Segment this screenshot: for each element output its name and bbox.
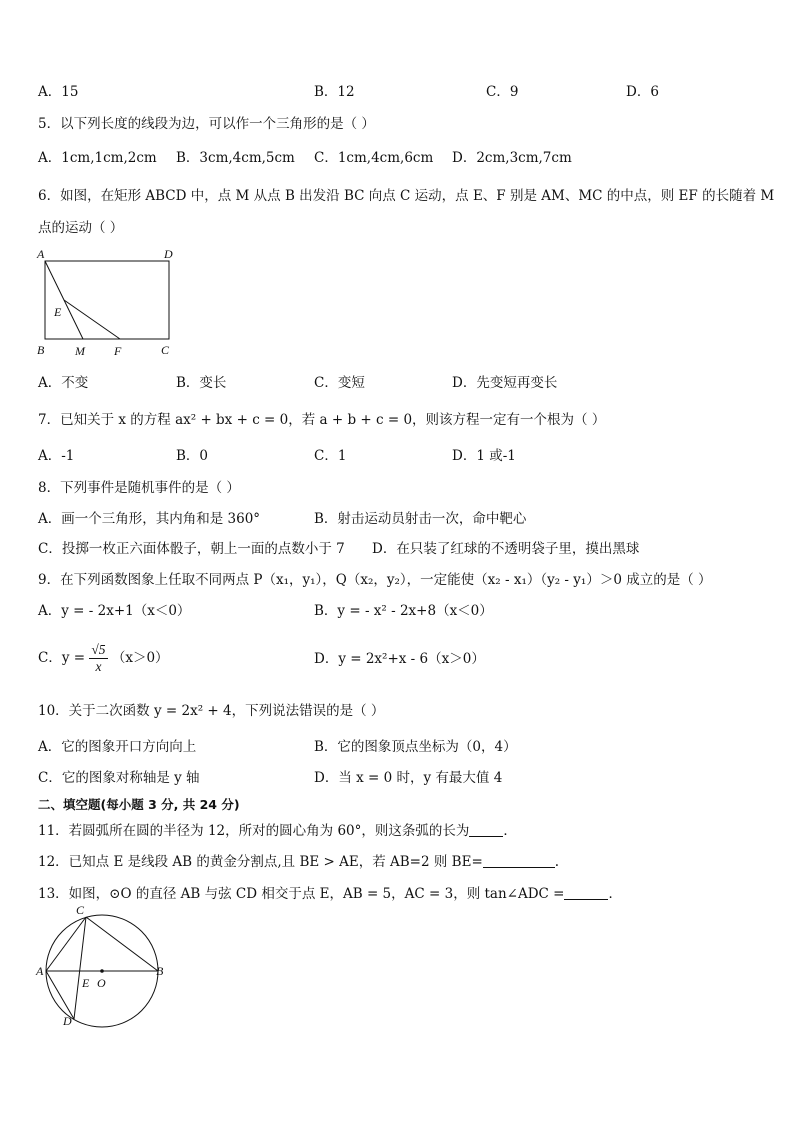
q9-stem: 9．在下列函数图象上任取不同两点 P（x₁，y₁），Q（x₂，y₂），一定能使（x₂ - x₁）（y₂ - y₁）＞0 成立的是（ ） — [38, 572, 712, 588]
q10-option-c: C．它的图象对称轴是 y 轴 — [38, 770, 200, 786]
q4-option-b: B．12 — [314, 84, 355, 100]
q4-option-d: D．6 — [626, 84, 659, 100]
label-o: O — [97, 976, 106, 990]
q13-end: ． — [608, 886, 622, 902]
q13-answer-blank[interactable] — [564, 885, 608, 900]
label-e: E — [54, 305, 62, 319]
q11-line — [38, 822, 517, 840]
q5-option-d: D．2cm,3cm,7cm — [452, 150, 572, 166]
q10-stem: 10．关于二次函数 y = 2x² + 4，下列说法错误的是（ ） — [38, 703, 385, 719]
q8-option-a: A．画一个三角形，其内角和是 360° — [38, 511, 261, 527]
q4-option-a: A．15 — [38, 84, 79, 100]
q7-stem: 7．已知关于 x 的方程 ax² + bx + c = 0，若 a + b + c = 0，则该方程一定有一个根为（ ） — [38, 412, 606, 428]
q7-option-a: A．-1 — [38, 448, 75, 464]
q9-option-a: A．y = - 2x+1（x＜0） — [38, 603, 191, 619]
label-b: B — [156, 964, 164, 978]
q12-answer-blank[interactable] — [483, 853, 555, 868]
fraction-denominator: x — [95, 659, 102, 674]
q7-option-d: D．1 或-1 — [452, 448, 516, 464]
q8-option-b: B．射击运动员射击一次，命中靶心 — [314, 511, 527, 527]
q12-line — [38, 853, 559, 871]
q7-option-c: C．1 — [314, 448, 347, 464]
q10-option-a: A．它的图象开口方向向上 — [38, 739, 197, 755]
label-c: C — [76, 903, 85, 917]
q11-end: ． — [503, 823, 517, 839]
q13-line — [38, 885, 622, 903]
q4-option-c: C．9 — [486, 84, 519, 100]
q8-stem: 8．下列事件是随机事件的是（ ） — [38, 480, 240, 496]
fraction-numerator: √5 — [91, 642, 106, 657]
q9-option-d: D．y = 2x²+x - 6（x＞0） — [314, 651, 485, 667]
q6-option-d: D．先变短再变长 — [452, 375, 558, 391]
q9-option-c-suffix: （x＞0） — [111, 650, 169, 666]
label-b: B — [37, 343, 45, 357]
q6-stem-line1: 6．如图，在矩形 ABCD 中，点 M 从点 B 出发沿 BC 向点 C 运动，点 E、F 别是 AM、MC 的中点，则 EF 的长随着 M — [38, 188, 775, 204]
label-d: D — [63, 1014, 72, 1028]
chord-ac — [46, 917, 86, 971]
chord-ad — [46, 971, 74, 1019]
q11-answer-blank[interactable] — [469, 822, 503, 837]
label-a: A — [36, 964, 44, 978]
section-heading: 二、填空题(每小题 3 分, 共 24 分) — [38, 797, 240, 812]
sqrt5-over-x-fraction — [89, 642, 107, 675]
label-a: A — [37, 247, 45, 261]
q13-circle-figure — [30, 905, 170, 1035]
q7-option-b: B．0 — [176, 448, 209, 464]
q12-end: . — [554, 854, 560, 870]
q9-option-b: B．y = - x² - 2x+8（x＜0） — [314, 603, 493, 619]
q5-option-a: A．1cm,1cm,2cm — [38, 150, 157, 166]
q12-stem: 12．已知点 E 是线段 AB 的黄金分割点,且 BE > AE，若 AB=2 则 BE= — [38, 854, 483, 870]
q6-option-c: C．变短 — [314, 375, 365, 391]
segment-ef — [64, 300, 120, 339]
q5-option-c: C．1cm,4cm,6cm — [314, 150, 434, 166]
q6-rectangle-figure — [30, 245, 190, 365]
q6-option-b: B．变长 — [176, 375, 227, 391]
q9-option-c — [38, 640, 169, 676]
q10-option-b: B．它的图象顶点坐标为（0，4） — [314, 739, 517, 755]
label-m: M — [75, 344, 85, 358]
q10-option-d: D．当 x = 0 时，y 有最大值 4 — [314, 770, 503, 786]
q8-option-c: C．投掷一枚正六面体骰子，朝上一面的点数小于 7 — [38, 541, 345, 557]
label-d: D — [164, 247, 173, 261]
q9-option-c-prefix: C．y = — [38, 650, 86, 666]
label-c: C — [161, 343, 170, 357]
q5-option-b: B．3cm,4cm,5cm — [176, 150, 295, 166]
label-e: E — [82, 976, 90, 990]
q13-stem: 13．如图，⊙O 的直径 AB 与弦 CD 相交于点 E，AB = 5，AC = 3，则 tan∠ADC = — [38, 886, 565, 902]
label-f: F — [114, 344, 122, 358]
q5-stem: 5．以下列长度的线段为边，可以作一个三角形的是（ ） — [38, 116, 375, 132]
chord-cd — [74, 917, 86, 1019]
q6-option-a: A．不变 — [38, 375, 89, 391]
q8-option-d: D．在只装了红球的不透明袋子里，摸出黑球 — [372, 541, 640, 557]
chord-cb — [86, 917, 158, 971]
center-point — [100, 969, 104, 973]
q11-stem: 11．若圆弧所在圆的半径为 12，所对的圆心角为 60°，则这条弧的长为 — [38, 823, 470, 839]
q6-stem-line2: 点的运动（ ） — [38, 220, 124, 236]
